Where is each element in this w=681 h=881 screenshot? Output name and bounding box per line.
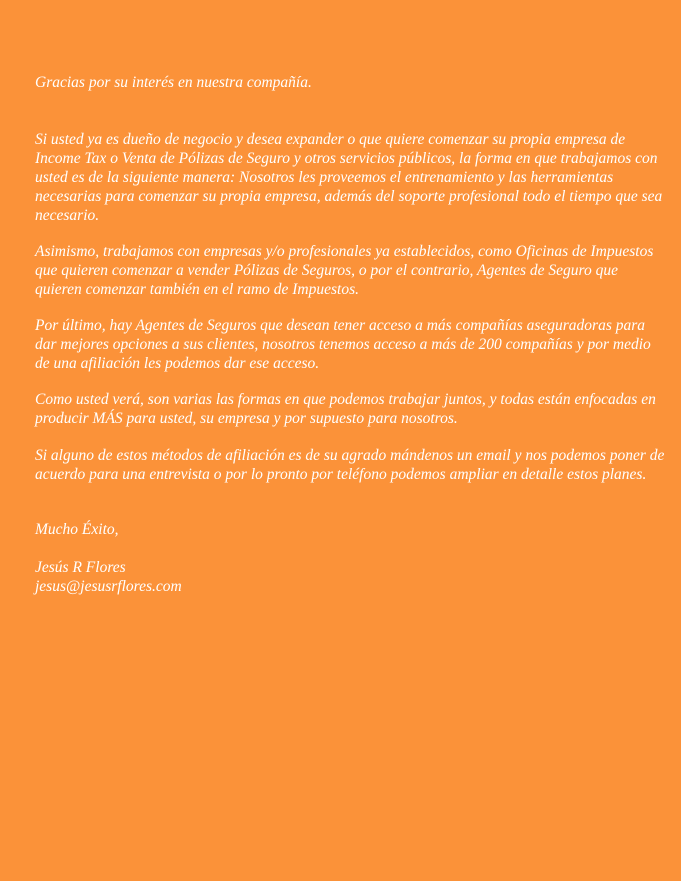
- signature-block: [35, 558, 665, 596]
- paragraph-insurance-agents: Por último, hay Agentes de Seguros que desean tener acceso a más compañías aseguradoras para dar mejores opciones a sus clientes, nosotros tenemos acceso a más de 200 compañías y por medio de una afiliación les podemos dar ese acceso.: [35, 317, 651, 372]
- signature-name: Jesús R Flores: [35, 559, 126, 576]
- paragraph-business-owners: Si usted ya es dueño de negocio y desea expander o que quiere comenzar su propia empresa de Income Tax o Venta de Pólizas de Seguro y otros servicios públicos, la forma en que trabajamos con usted es de la siguiente manera: Nosotros les proveemos el entrenamiento y las herramientas necesarias para comenzar su propia empresa, además del soporte profesional todo el tiempo que sea necesario.: [35, 131, 663, 224]
- signature-email[interactable]: jesus@jesusrflores.com: [35, 578, 182, 595]
- closing-line: Mucho Éxito,: [35, 521, 119, 538]
- greeting-line: Gracias por su interés en nuestra compañía.: [35, 74, 312, 91]
- paragraph-established-companies: Asimismo, trabajamos con empresas y/o profesionales ya establecidos, como Oficinas de Impuestos que quieren comenzar a vender Pólizas de Seguros, o por el contrario, Agentes de Seguro que quieren comenzar también en el ramo de Impuestos.: [35, 243, 654, 298]
- paragraph-contact-request: Si alguno de estos métodos de afiliación es de su agrado mándenos un email y nos podemos poner de acuerdo para una entrevista o por lo pronto por teléfono podemos ampliar en detalle estos planes.: [35, 447, 665, 483]
- paragraph-ways-to-work: Como usted verá, son varias las formas en que podemos trabajar juntos, y todas están enfocadas en producir MÁS para usted, su empresa y por supuesto para nosotros.: [35, 391, 656, 427]
